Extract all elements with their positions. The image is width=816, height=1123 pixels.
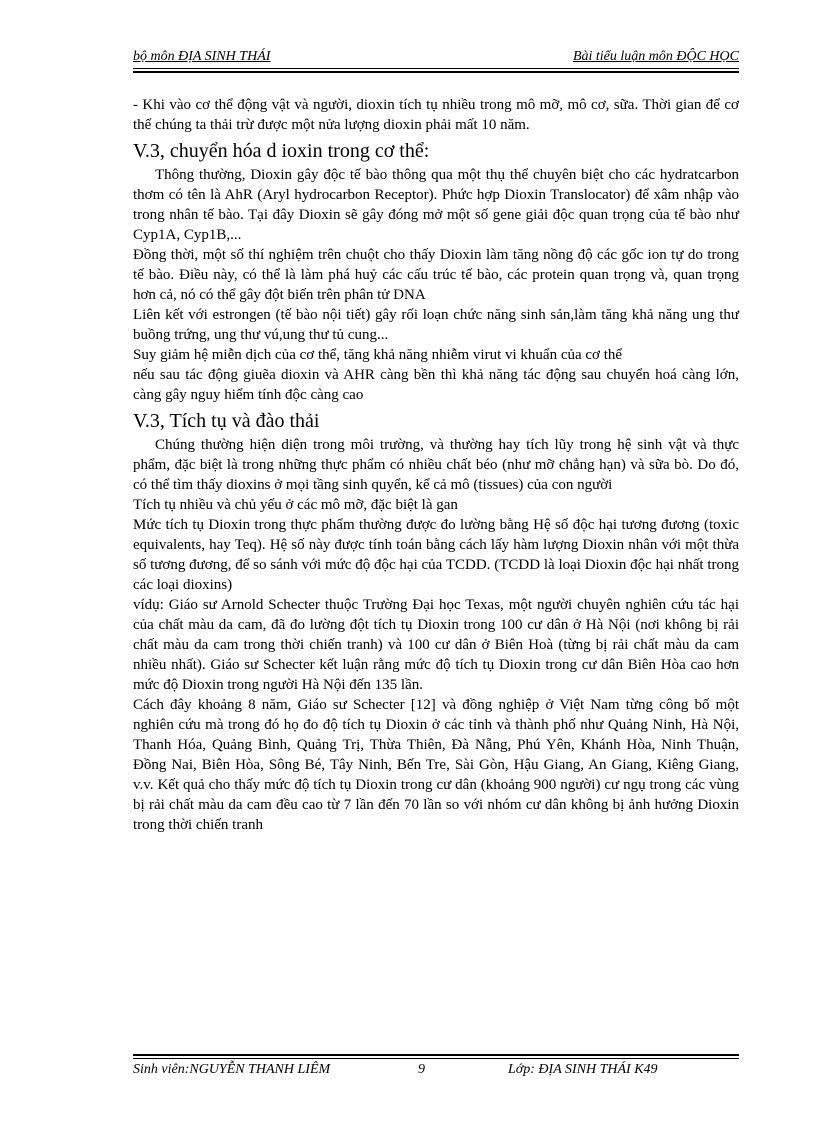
body-paragraph: nếu sau tác động giuẽa dioxin và AHR càng bền thì khả năng tác động sau chuyển hoá càng lớn, càng gây nguy hiểm tính độc càng cao [133,367,739,403]
body-paragraph: Đồng thời, một số thí nghiệm trên chuột cho thấy Dioxin làm tăng nồng độ các gốc ion tự do trong tế bào. Điều này, có thể là làm phá huỷ các cấu trúc tế bào, các protein quan trọng và, quan trọng hơn cả, nó có thể gây đột biến trên phân tử DNA [133,247,739,303]
footer-rule-thin [133,1058,739,1059]
page-footer [133,1060,739,1080]
body-paragraph: Tích tụ nhiều và chủ yếu ở các mô mỡ, đặc biệt là gan [133,497,458,513]
header-rule-thick [133,71,739,73]
body-paragraph: - Khi vào cơ thể động vật và người, dioxin tích tụ nhiều trong mô mỡ, mô cơ, sữa. Thời gian để cơ thể chúng ta thải trừ được một nửa lượng dioxin phải mất 10 năm. [133,97,739,133]
body-paragraph: Cách đây khoảng 8 năm, Giáo sư Schecter [12] và đồng nghiệp ở Việt Nam từng công bố một nghiên cứu mà trong đó họ đo độ tích tụ Dioxin ở các tỉnh và thành phố như Quảng Ninh, Hà Nội, Thanh Hóa, Quảng Bình, Quảng Trị, Thừa Thiên, Đà Nẵng, Phú Yên, Khánh Hòa, Ninh Thuận, Đồng Nai, Biên Hòa, Sông Bé, Tây Ninh, Bến Tre, Sài Gòn, Hậu Giang, An Giang, Kiêng Giang, v.v. Kết quả cho thấy mức độ tích tụ Dioxin trong cư dân (khoảng 900 người) cư ngụ trong các vùng bị rải chất màu da cam đều cao từ 7 lần đến 70 lần so với nhóm cư dân không bị ảnh hưởng Dioxin trong thời chiến tranh [133,697,739,833]
body-paragraph: Chúng thường hiện diện trong môi trường, và thường hay tích lũy trong hệ sinh vật và thực phẩm, đặc biệt là trong những thực phẩm có nhiều chất béo (như mỡ chẳng hạn) và sữa bò. Do đó, có thể tìm thấy dioxins ở mọi tầng sinh quyển, kể cả mô (tissues) của con người [133,437,739,493]
body-paragraph: Mức tích tụ Dioxin trong thực phẩm thường được đo lường bằng Hệ số độc hại tương đương (toxic equivalents, hay Teq). Hệ số này được tính toán bằng cách lấy hàm lượng Dioxin nhân với một thừa số tương đương, để so sánh với mức độ độc hại của TCDD. (TCDD là loại Dioxin độc hại nhất trong các loại dioxins) [133,517,739,593]
footer-student-name: Sinh viên:NGUYỄN THANH LIÊM [133,1062,331,1077]
body-paragraph: Suy giảm hệ miễn dịch của cơ thể, tăng khả năng nhiễm virut vi khuẩn của cơ thể [133,347,623,363]
page-header [133,47,739,67]
footer-class-name: Lớp: ĐỊA SINH THÁI K49 [508,1062,658,1077]
footer-rule-thick [133,1054,739,1056]
header-rule-thin [133,68,739,69]
body-paragraph: vídụ: Giáo sư Arnold Schecter thuộc Trường Đại học Texas, một người chuyên nghiên cứu tác hại của chất màu da cam, đã đo lường đột tích tụ Dioxin trong 100 cư dân ở Hà Nội (nơi không bị rải chất màu da cam trong thời chiến tranh) và 100 cư dân ở Biên Hoà (từng bị rải chất màu da cam nhiều nhất). Giáo sư Schecter kết luận rằng mức độ tích tụ Dioxin trong cư dân Biên Hòa cao hơn mức độ Dioxin trong người Hà Nội đến 135 lần. [133,597,739,693]
section-heading: V.3, chuyển hóa d ioxin trong cơ thể: [133,140,430,162]
section-heading: V.3, Tích tụ và đào thải [133,410,320,432]
page-body [133,95,739,835]
header-left-text: bộ môn ĐỊA SINH THÁI [133,49,271,64]
body-paragraph: Liên kết với estrongen (tế bào nội tiết) gây rối loạn chức năng sinh sản,làm tăng khả năng ung thư buồng trứng, ung thư vú,ung thư tủ cung... [133,307,739,343]
body-paragraph: Thông thường, Dioxin gây độc tế bào thông qua một thụ thể chuyên biệt cho các hydratcarbon thơm có tên là AhR (Aryl hydrocarbon Receptor). Phức hợp Dioxin Translocator) để xâm nhập vào trong nhân tế bào. Tại đây Dioxin sẽ gây đóng mở một số gene giải độc quan trọng của tế bào như Cyp1A, Cyp1B,... [133,167,739,243]
footer-page-number: 9 [418,1062,425,1077]
header-right-text: Bài tiểu luận môn ĐỘC HỌC [572,49,739,64]
